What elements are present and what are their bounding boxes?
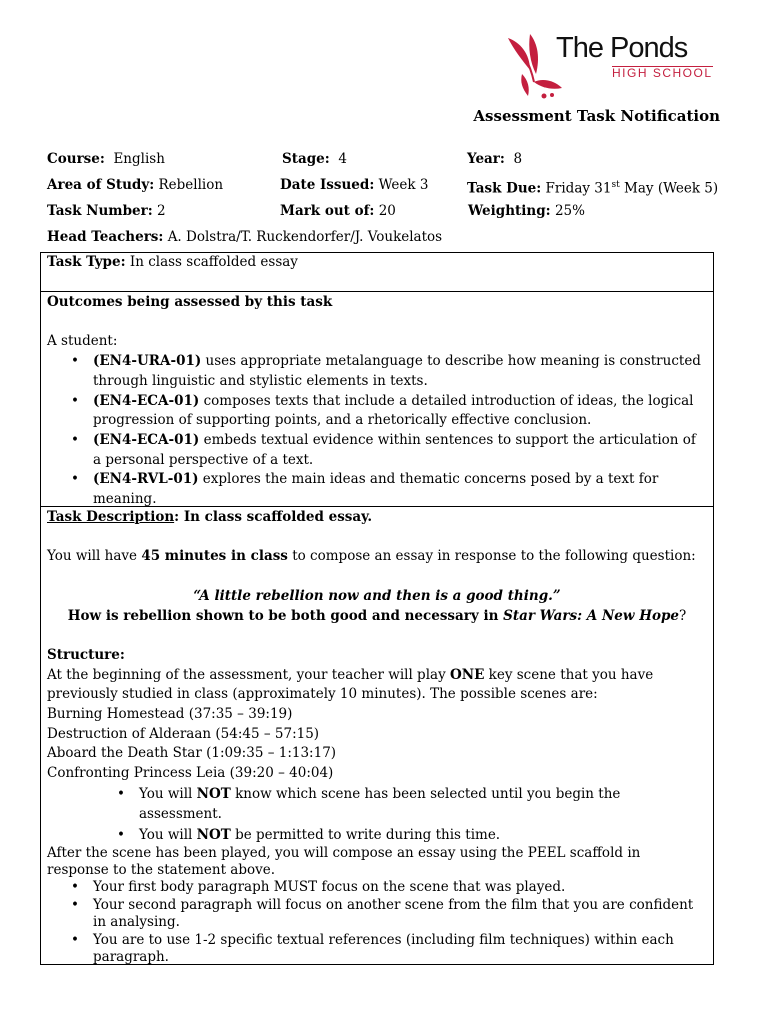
school-logo	[500, 30, 730, 100]
mark-out-of-field: Mark out of: 20	[280, 203, 396, 219]
task-description-label: Task Description	[47, 509, 175, 525]
weighting-field: Weighting: 25%	[468, 203, 585, 219]
rule-item: • You will NOT be permitted to write during this time.	[41, 825, 713, 846]
after-scene-text: After the scene has been played, you will compose an essay using the PEEL scaffold in response to the statement above.	[47, 845, 641, 879]
outcomes-box	[40, 291, 714, 507]
outcomes-intro: A student:	[47, 333, 118, 350]
area-of-study-field: Area of Study: Rebellion	[47, 177, 224, 193]
logo-school-name: The Ponds	[556, 32, 688, 64]
task-type-box: Task Type: In class scaffolded essay	[40, 252, 714, 292]
outcome-item: • (EN4-ECA-01) composes texts that include a detailed introduction of ideas, the logical progression of supporting points, and a rhetorically effective conclusion.	[41, 392, 713, 431]
scene-item: Confronting Princess Leia (39:20 – 40:04)	[47, 765, 334, 782]
course-field: Course: English	[47, 151, 165, 167]
page-title: Assessment Task Notification	[473, 107, 720, 125]
year-field: Year: 8	[467, 151, 523, 167]
outcome-item: • (EN4-RVL-01) explores the main ideas and thematic concerns posed by a text for meaning.	[41, 470, 713, 509]
scene-item: Burning Homestead (37:35 – 39:19)	[47, 706, 293, 723]
scene-item: Destruction of Alderaan (54:45 – 57:15)	[47, 725, 320, 742]
time-allowance-text: You will have 45 minutes in class to compose an essay in response to the following question:	[47, 548, 696, 565]
structure-heading: Structure:	[47, 646, 125, 663]
essay-point: • Your second paragraph will focus on another scene from the film that you are confident in analysing.	[41, 897, 713, 932]
essay-question: How is rebellion shown to be both good and necessary in Star Wars: A New Hope?	[67, 607, 687, 624]
structure-intro: At the beginning of the assessment, your teacher will play ONE key scene that you have previously studied in class (approximately 10 minutes). The possible scenes are:	[47, 666, 654, 703]
outcome-item: • (EN4-URA-01) uses appropriate metalanguage to describe how meaning is constructed through linguistic and stylistic elements in texts.	[41, 352, 713, 391]
essay-quote: “A little rebellion now and then is a good thing.”	[193, 587, 561, 604]
task-description-box: Task Description: In class scaffolded essay. You will have 45 minutes in class to compose an essay in response to the following question: “A little rebellion now and then is a good thing.” How is rebellion shown to be both good and necessary in Star Wars: A New Hope? Structure: At the beginning of the assessment, your teacher will play ONE key scene that you have previously studied in class (approximately 10 minutes). The possible scenes are: Burning Homestead (37:35 – 39:19) Destruction of Alderaan (54:45 – 57:15) Aboard the Death Star (1:09:35 – 1:13:17) Confronting Princess Leia (39:20 – 40:04) • You will NOT know which scene has been selected until you begin the assessment. • You will NOT be permitted to write during this time. After the scene has been played, you will compose an essay using the PEEL scaffold in response to the statement above. • Your first body paragraph MUST focus on the scene that was played. • Your second paragraph will focus on another scene from the film that you are confident in analysing. • You are to use 1-2 specific textual references (including film techniques) within each paragraph.	[40, 506, 714, 965]
logo-school-type: HIGH SCHOOL	[612, 66, 713, 80]
outcomes-heading: Outcomes being assessed by this task	[47, 294, 333, 310]
task-due-field: Task Due: Friday 31st May (Week 5)	[467, 180, 719, 197]
rule-item: • You will NOT know which scene has been selected until you begin the assessment.	[41, 784, 713, 825]
essay-point: • You are to use 1-2 specific textual references (including film techniques) within each paragraph.	[41, 932, 713, 967]
head-teachers-field: Head Teachers: A. Dolstra/T. Ruckendorfer/J. Voukelatos	[47, 229, 443, 245]
scene-item: Aboard the Death Star (1:09:35 – 1:13:17)	[47, 745, 337, 762]
essay-point: • Your first body paragraph MUST focus on the scene that was played.	[41, 879, 713, 897]
outcome-item: • (EN4-ECA-01) embeds textual evidence within sentences to support the articulation of a personal perspective of a text.	[41, 431, 713, 470]
stage-field: Stage: 4	[282, 151, 347, 167]
date-issued-field: Date Issued: Week 3	[280, 177, 429, 193]
task-number-field: Task Number: 2	[47, 203, 166, 219]
